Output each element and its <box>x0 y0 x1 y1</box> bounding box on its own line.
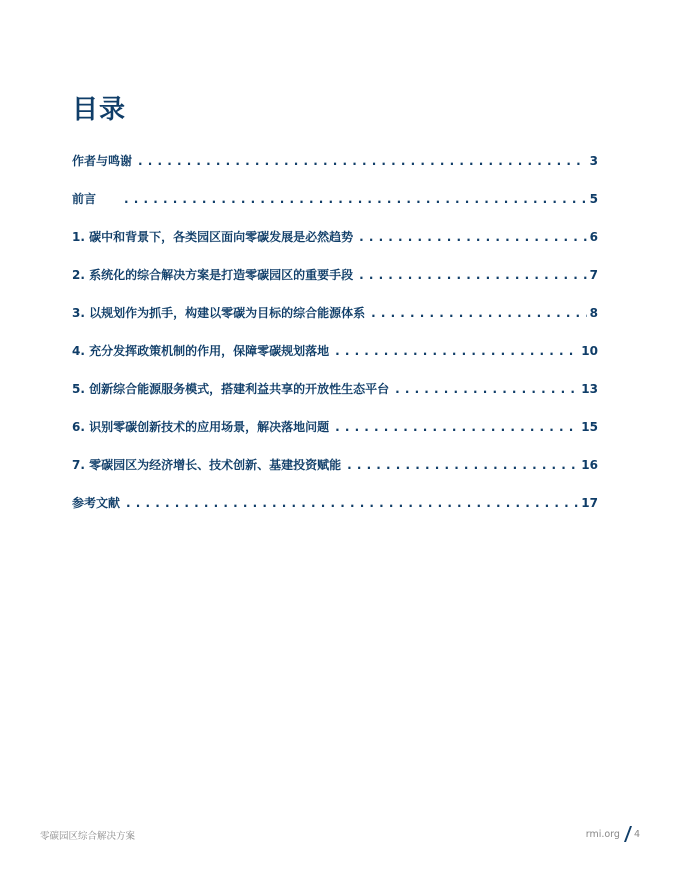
toc-entry-preface[interactable] <box>72 188 598 226</box>
toc-dot-leader <box>335 416 578 438</box>
toc-page-number: 7 <box>589 268 598 282</box>
toc-entry-title: 2. 系统化的综合解决方案是打造零碳园区的重要手段 <box>72 268 354 282</box>
toc-entry-authors[interactable] <box>72 150 598 188</box>
toc-entry-chapter-5[interactable] <box>72 378 598 416</box>
toc-entry-title: 5. 创新综合能源服务模式，搭建利益共享的开放性生态平台 <box>72 382 390 396</box>
toc-entry-title: 7. 零碳园区为经济增长、技术创新、基建投资赋能 <box>72 458 342 472</box>
toc-entry-references[interactable] <box>72 492 598 530</box>
footer-page-number: 4 <box>633 828 640 840</box>
toc-entry-title: 4. 充分发挥政策机制的作用，保障零碳规划落地 <box>72 344 330 358</box>
toc-entry-chapter-7[interactable] <box>72 454 598 492</box>
toc-entry-title: 作者与鸣谢 <box>72 154 133 168</box>
footer-site-link[interactable]: rmi.org <box>585 828 620 840</box>
toc-entry-chapter-2[interactable] <box>72 264 598 302</box>
toc-page-number: 15 <box>581 420 598 434</box>
toc-entry-chapter-4[interactable] <box>72 340 598 378</box>
toc-dot-leader <box>126 492 578 514</box>
toc-entry-chapter-1[interactable] <box>72 226 598 264</box>
slash-icon <box>624 826 632 842</box>
toc-entry-title: 6. 识别零碳创新技术的应用场景，解决落地问题 <box>72 420 330 434</box>
toc-entry-title: 1. 碳中和背景下，各类园区面向零碳发展是必然趋势 <box>72 230 354 244</box>
toc-page-number: 13 <box>581 382 598 396</box>
toc-dot-leader <box>138 150 587 172</box>
toc-dot-leader <box>371 302 587 324</box>
toc-page-number: 10 <box>581 344 598 358</box>
footer-page-info <box>586 826 640 842</box>
toc-entry-title: 3. 以规划作为抓手，构建以零碳为目标的综合能源体系 <box>72 306 366 320</box>
table-of-contents <box>72 150 598 530</box>
toc-dot-leader <box>395 378 578 400</box>
footer-report-title: 零碳园区综合解决方案 <box>40 831 136 842</box>
toc-entry-title: 参考文献 <box>72 496 121 510</box>
toc-dot-leader <box>359 226 587 248</box>
toc-dot-leader <box>359 264 587 286</box>
toc-entry-chapter-6[interactable] <box>72 416 598 454</box>
toc-page-number: 5 <box>589 192 598 206</box>
toc-page-number: 3 <box>589 154 598 168</box>
toc-entry-chapter-3[interactable] <box>72 302 598 340</box>
toc-page-number: 17 <box>581 496 598 510</box>
toc-dot-leader <box>335 340 578 362</box>
page-title: 目录 <box>72 95 127 125</box>
toc-entry-title: 前言 <box>72 192 97 206</box>
toc-dot-leader <box>124 188 587 210</box>
toc-page-number: 6 <box>589 230 598 244</box>
toc-dot-leader <box>347 454 578 476</box>
toc-page-number: 8 <box>589 306 598 320</box>
toc-page-number: 16 <box>581 458 598 472</box>
